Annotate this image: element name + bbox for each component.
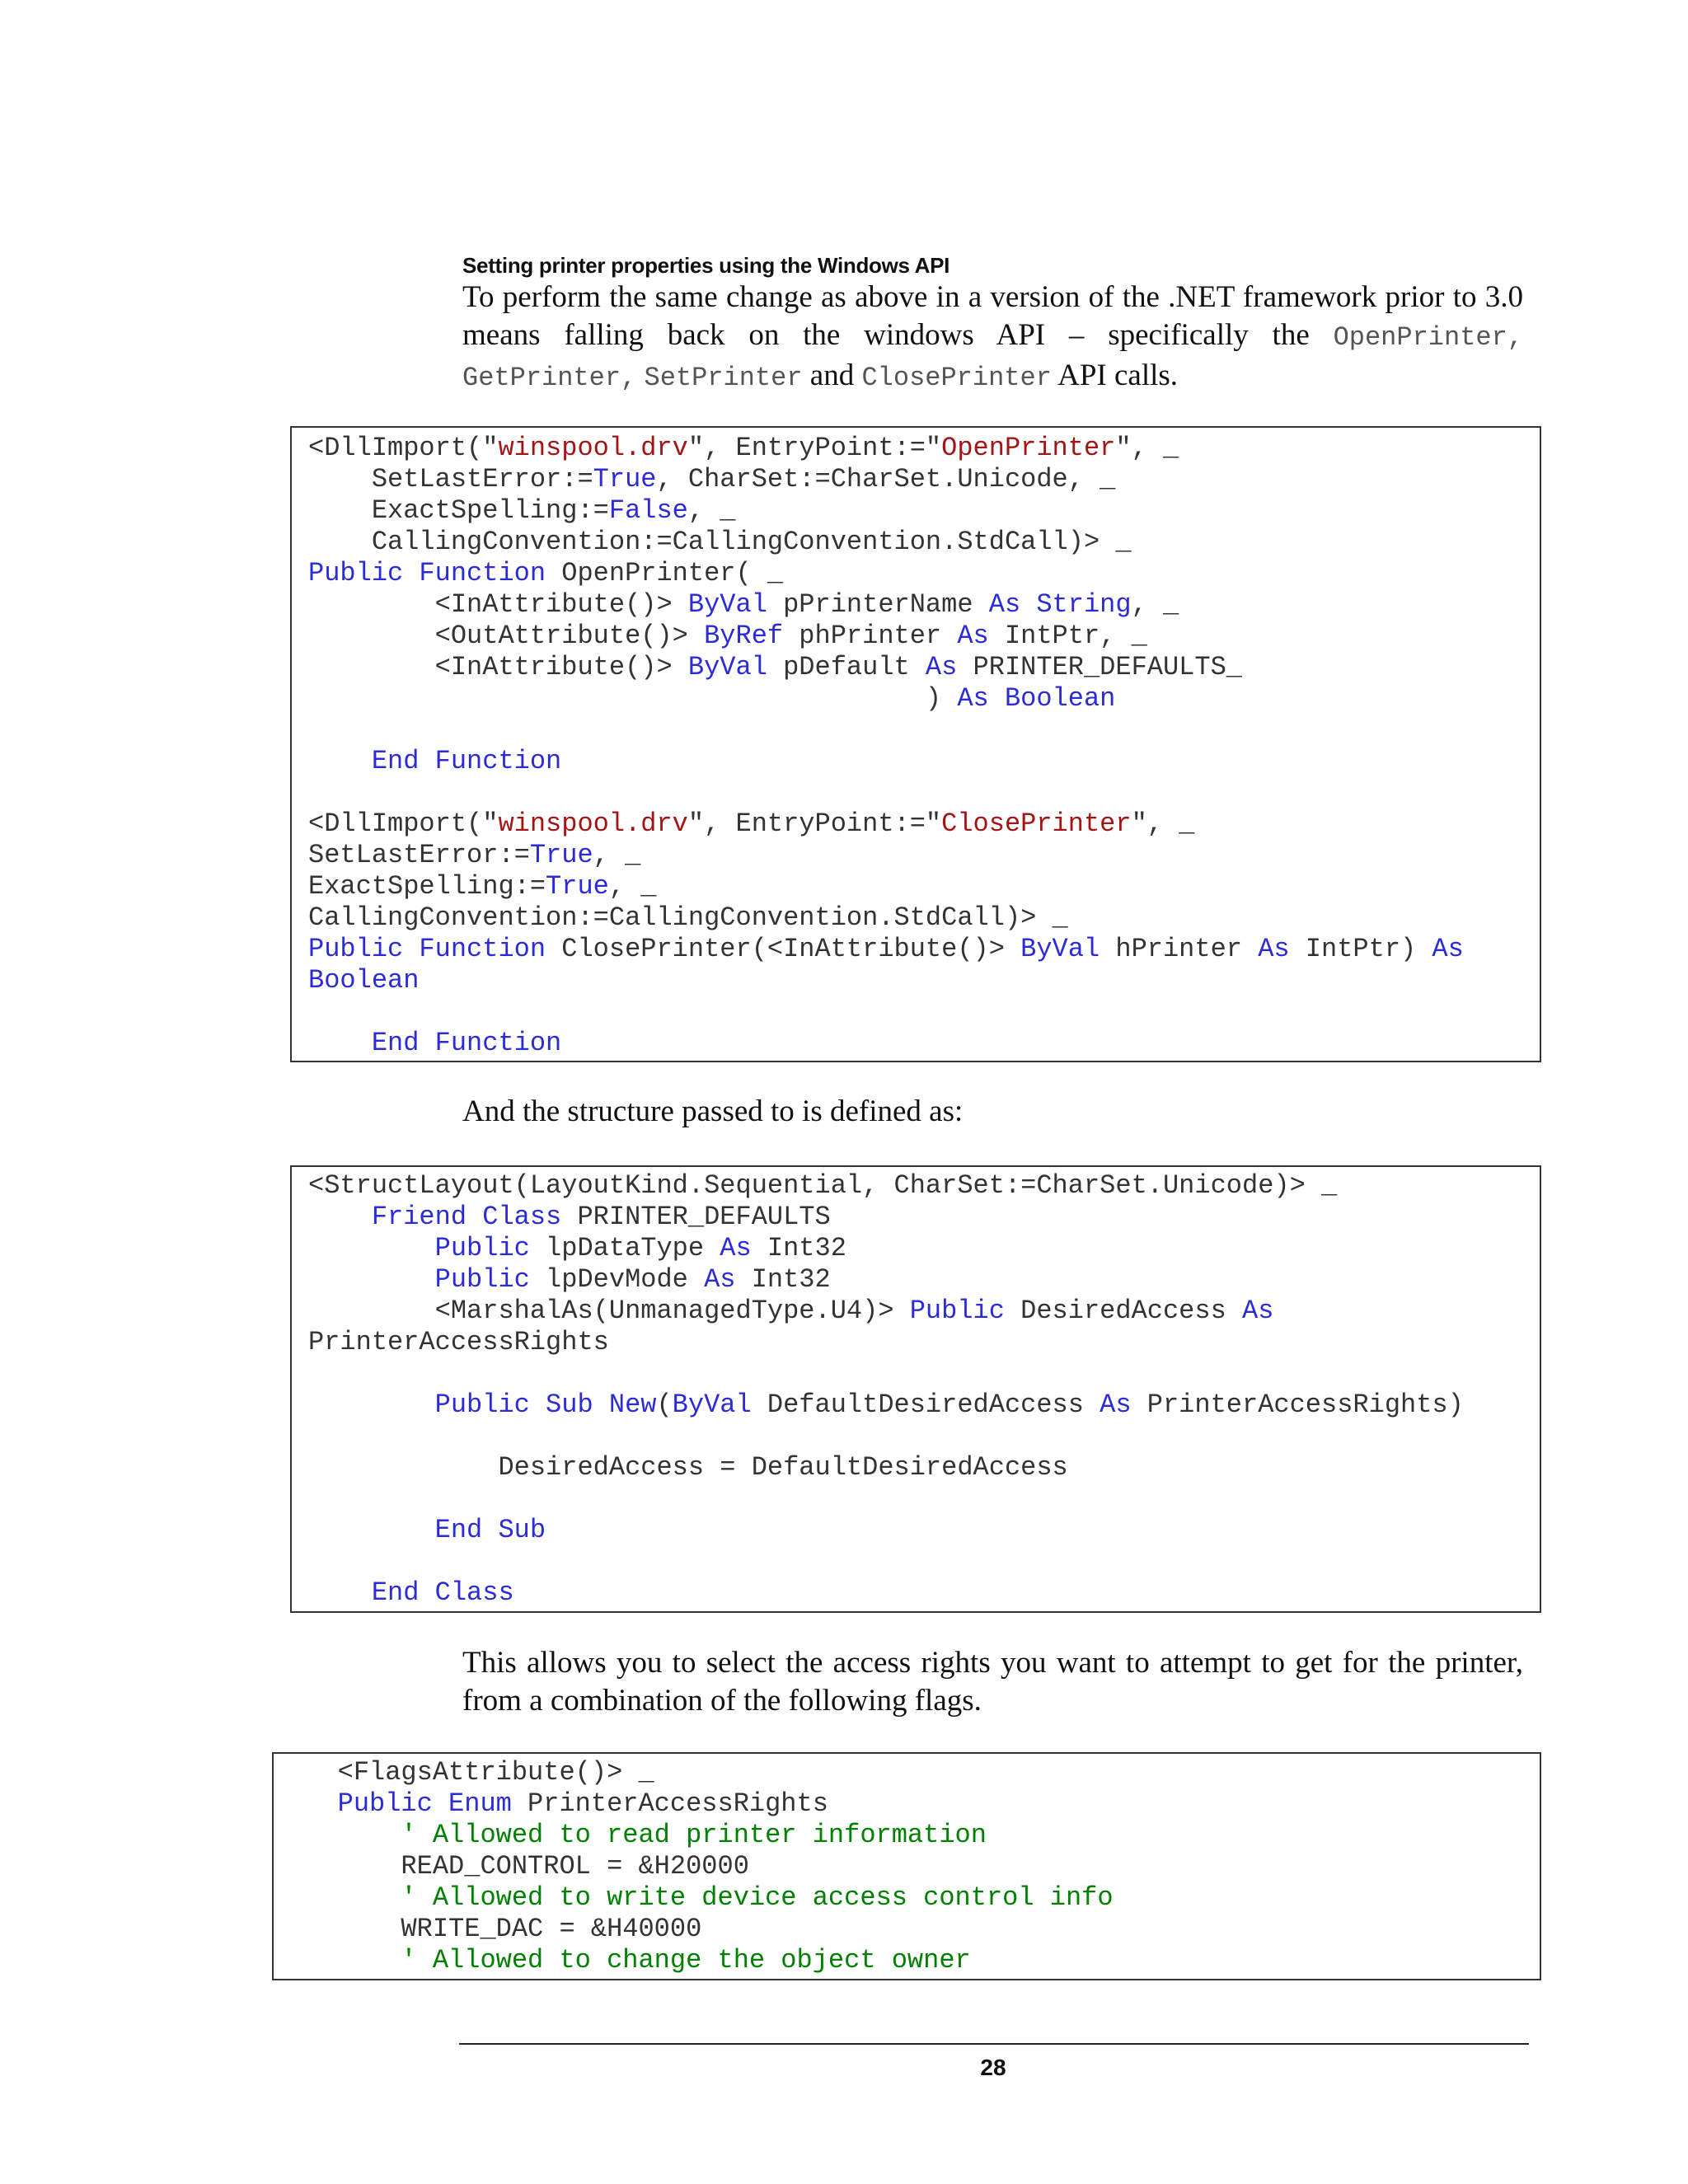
code-line [308,1327,609,1357]
code-line [308,808,1194,839]
flags-intro: This allows you to select the access rights you want to attempt to get for the printer, from a combination of the following flags. [462,1646,1523,1718]
api-open-printer: OpenPrinter, [1333,322,1523,353]
code-string: winspool.drv [498,433,688,463]
code-text: ) [308,683,958,714]
page-number: 28 [980,2055,1006,2080]
code-listing [274,1754,1540,1976]
code-keyword: ByVal [687,652,767,682]
code-keyword: True [529,840,593,870]
code-text: <InAttribute()> [308,589,688,620]
code-line [308,621,1147,651]
code-listing [292,428,1540,1059]
code-text: pDefault [767,652,926,682]
code-keyword: Public [909,1296,1005,1326]
code-keyword: Public Sub New [308,1390,657,1420]
code-line [308,840,640,870]
code-keyword: ByVal [1020,934,1100,964]
code-keyword: ByVal [687,589,767,620]
code-line [308,1264,831,1295]
code-text: PRINTER_DEFAULTS_ [957,652,1242,682]
code-text: OpenPrinter( _ [546,558,784,588]
code-keyword: True [546,871,609,902]
code-line [308,1390,1464,1420]
code-keyword: Public [308,1264,530,1295]
code-text: Int32 [751,1233,846,1263]
code-text: pPrinterName [767,589,989,620]
code-line [290,1820,987,1850]
code-text: <MarshalAs(UnmanagedType.U4)> [308,1296,910,1326]
code-text: DesiredAccess [1004,1296,1242,1326]
code-keyword: Public [308,1233,530,1263]
code-line [308,433,1179,463]
code-line [308,1452,1068,1483]
section-heading: Setting printer properties using the Windows API [462,253,950,278]
code-line [290,1945,971,1975]
code-line [308,683,1115,714]
code-text: PrinterAccessRights [511,1788,828,1819]
code-text: , _ [608,871,657,902]
code-keyword: As [1432,934,1464,964]
code-line [308,652,1242,682]
code-line [308,746,561,776]
code-text: Int32 [735,1264,831,1295]
api-close-printer: ClosePrinter [861,363,1052,393]
code-text: ", EntryPoint:=" [687,433,942,463]
api-set-printer: SetPrinter [644,363,803,393]
code-text: hPrinter [1100,934,1259,964]
intro-and: and [809,359,855,392]
code-text: lpDevMode [529,1264,705,1295]
code-comment: ' Allowed to change the object owner [290,1945,971,1975]
code-text: <DllImport(" [308,433,499,463]
footer-rule [459,2043,1529,2045]
code-string: ClosePrinter [941,808,1132,839]
code-text: ", EntryPoint:=" [687,808,942,839]
code-line [308,1170,1337,1201]
code-keyword: True [593,464,657,494]
code-text: , CharSet:=CharSet.Unicode, _ [656,464,1116,494]
code-keyword: Friend Class [308,1202,562,1232]
code-keyword: As [957,621,989,651]
code-string: OpenPrinter [941,433,1116,463]
code-line [308,589,1179,620]
code-keyword: End Sub [308,1515,546,1545]
code-block-enum [272,1752,1541,1980]
code-text: ", _ [1131,808,1195,839]
code-text: ExactSpelling:= [308,871,546,902]
code-text: DefaultDesiredAccess [751,1390,1100,1420]
code-line [308,1202,831,1232]
code-line [308,902,1068,933]
code-keyword: ByVal [672,1390,752,1420]
code-text: PrinterAccessRights) [1131,1390,1464,1420]
code-line [308,965,419,996]
code-text: CallingConvention:=CallingConvention.StdCall)> _ [308,527,1132,557]
code-keyword: As [1258,934,1290,964]
code-text: ExactSpelling:= [308,495,609,526]
code-keyword: ByRef [704,621,784,651]
code-text: , _ [687,495,736,526]
code-line [308,934,1464,964]
code-comment: ' Allowed to read printer information [290,1820,987,1850]
code-text: phPrinter [783,621,958,651]
code-line [308,1577,514,1608]
code-text: <DllImport(" [308,808,499,839]
intro-end: API calls. [1057,359,1179,392]
code-keyword: False [608,495,688,526]
code-text: ", _ [1115,433,1179,463]
code-line [308,871,656,902]
code-line [308,1296,1273,1326]
api-get-printer: GetPrinter, [462,363,637,393]
code-text: PrinterAccessRights [308,1327,609,1357]
code-text: , _ [593,840,641,870]
code-keyword: As [1241,1296,1274,1326]
code-text: <FlagsAttribute()> _ [290,1757,654,1788]
code-text: lpDataType [529,1233,720,1263]
code-text: <InAttribute()> [308,652,688,682]
code-line [308,527,1132,557]
code-keyword: End Function [308,1028,562,1058]
code-line [308,1028,561,1058]
code-keyword: Public Enum [290,1788,512,1819]
code-line [290,1757,654,1788]
code-text: <StructLayout(LayoutKind.Sequential, CharSet:=CharSet.Unicode)> _ [308,1170,1338,1201]
code-text: , _ [1131,589,1179,620]
code-keyword: Public Function [308,558,546,588]
code-block-dllimport [290,426,1541,1062]
code-text: DesiredAccess = DefaultDesiredAccess [308,1452,1068,1483]
code-listing [292,1167,1540,1609]
code-line [308,464,1115,494]
code-string: winspool.drv [498,808,688,839]
code-keyword: As [1100,1390,1132,1420]
code-line [308,1233,846,1263]
code-keyword: As [704,1264,736,1295]
code-line [308,495,735,526]
code-text: SetLastError:= [308,464,593,494]
intro-text: To perform the same change as above in a version of the .NET framework prior to 3.0 means falling back on the windows API – specifically the [462,280,1523,352]
code-line [308,558,783,588]
code-keyword: Public Function [308,934,546,964]
code-comment: ' Allowed to write device access control info [290,1882,1114,1913]
code-keyword: As [720,1233,752,1263]
code-keyword: As Boolean [957,683,1116,714]
code-text: READ_CONTROL = &H20000 [290,1851,749,1882]
code-line [308,1515,546,1545]
code-text: CallingConvention:=CallingConvention.StdCall)> _ [308,902,1068,933]
code-line [290,1788,828,1819]
code-text: ( [656,1390,673,1420]
code-text: SetLastError:= [308,840,530,870]
code-keyword: Boolean [308,965,420,996]
code-line [290,1882,1114,1913]
code-block-struct [290,1165,1541,1613]
structure-intro: And the structure passed to is defined as: [462,1094,964,1128]
code-keyword: End Function [308,746,562,776]
code-text: PRINTER_DEFAULTS [561,1202,831,1232]
code-line [290,1851,749,1882]
code-text: WRITE_DAC = &H40000 [290,1914,702,1944]
code-text: <OutAttribute()> [308,621,705,651]
code-keyword: As [925,652,958,682]
code-keyword: As String [988,589,1132,620]
code-text: IntPtr, _ [988,621,1147,651]
code-line [290,1914,701,1944]
intro-paragraph [462,279,1523,397]
code-text: IntPtr) [1289,934,1432,964]
code-text: ClosePrinter(<InAttribute()> [546,934,1021,964]
code-keyword: End Class [308,1577,514,1608]
